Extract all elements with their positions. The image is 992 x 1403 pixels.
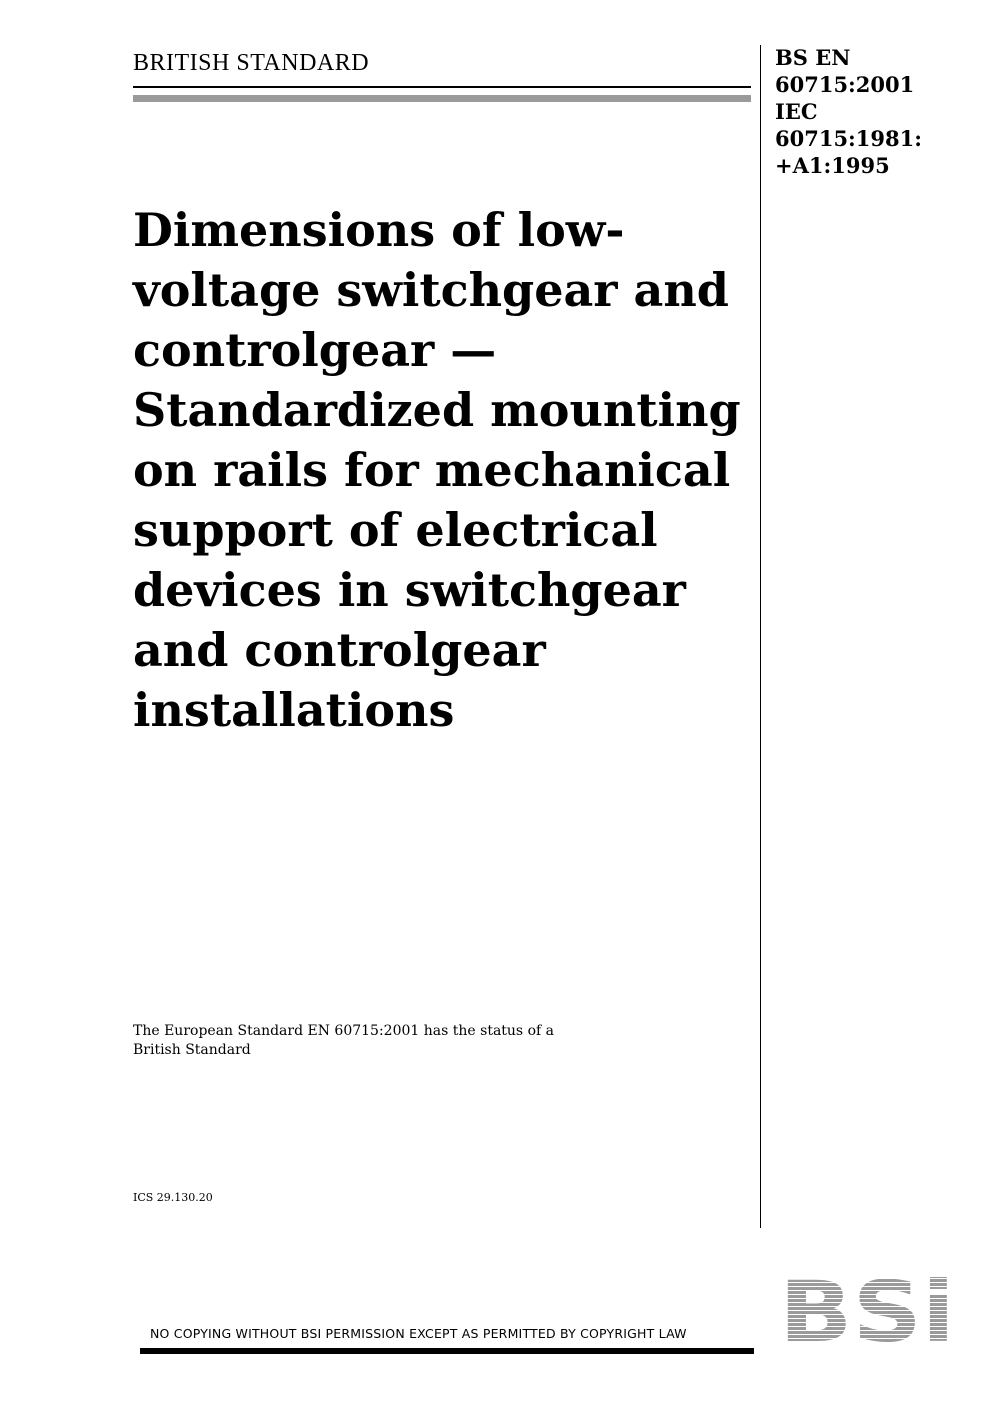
status-note-line: British Standard [133, 1042, 251, 1058]
standard-number-line: 60715:1981: [775, 126, 923, 151]
copyright-notice: NO COPYING WITHOUT BSI PERMISSION EXCEPT AS PERMITTED BY COPYRIGHT LAW [150, 1326, 687, 1341]
standard-numbers [775, 44, 935, 179]
title-line: support of electrical [133, 503, 658, 557]
status-note-line: The European Standard EN 60715:2001 has the status of a [133, 1023, 554, 1039]
footer-rule [140, 1348, 754, 1354]
standard-number-line: IEC [775, 99, 818, 124]
title-line: installations [133, 683, 455, 737]
title-line: on rails for mechanical [133, 443, 731, 497]
status-note [133, 1022, 613, 1060]
ics-code: ICS 29.130.20 [133, 1191, 213, 1204]
header-rule-grey [133, 95, 751, 102]
vertical-divider [760, 45, 761, 1228]
document-title [133, 200, 753, 740]
standard-number-line: 60715:2001 [775, 72, 915, 97]
standard-number-line: +A1:1995 [775, 153, 890, 178]
bsi-logo-text: BSi [779, 1275, 955, 1345]
series-label: BRITISH STANDARD [133, 50, 370, 76]
title-line: devices in switchgear [133, 563, 686, 617]
title-line: and controlgear [133, 623, 546, 677]
header-rule-thin [133, 86, 751, 88]
title-line: Standardized mounting [133, 383, 741, 437]
title-line: Dimensions of low- [133, 203, 625, 257]
title-line: controlgear — [133, 323, 497, 377]
title-line: voltage switchgear and [133, 263, 729, 317]
standard-number-line: BS EN [775, 45, 851, 70]
bsi-logo [779, 1275, 955, 1345]
